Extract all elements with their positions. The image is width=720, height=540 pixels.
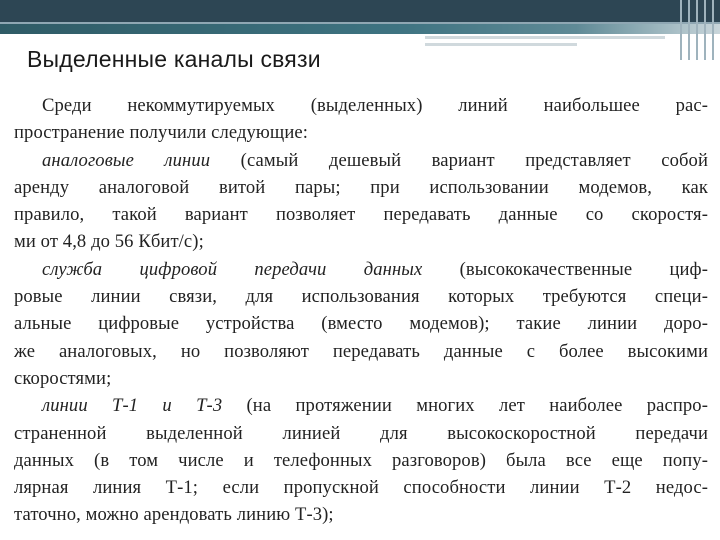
header-teal-band bbox=[0, 24, 720, 34]
body-line: страненной выделенной линией для высокоскоростной передачи bbox=[14, 422, 708, 444]
body-line: (на протяжении многих лет наиболее распро- bbox=[222, 395, 708, 417]
slide-header-bar bbox=[0, 0, 720, 26]
body-line: же аналоговых, но позволяют передавать данные с более высокими bbox=[14, 340, 708, 362]
body-line: (высококачественные циф- bbox=[422, 258, 708, 280]
body-line: таточно, можно арендовать линию Т-3); bbox=[14, 504, 334, 526]
body-line: ми от 4,8 до 56 Кбит/с); bbox=[14, 231, 204, 253]
body-line: ровые линии связи, для использования которых требуются специ- bbox=[14, 286, 708, 308]
body-line: данных (в том числе и телефонных разговоров) была все еще попу- bbox=[14, 449, 708, 471]
list-item-digital-service bbox=[14, 256, 708, 283]
body-line: альные цифровые устройства (вместо модемов); такие линии доро- bbox=[14, 313, 708, 335]
slide-body bbox=[14, 92, 708, 529]
body-line: пространение получили следующие: bbox=[14, 122, 308, 144]
list-item-t1-t3-lines bbox=[14, 392, 708, 419]
header-dark-band bbox=[0, 0, 720, 22]
title-decoration-line-short bbox=[425, 43, 577, 46]
term-t1-t3-lines: линии Т-1 и Т-3 bbox=[42, 395, 223, 417]
body-line: правило, такой вариант позволяет передавать данные со скоростя- bbox=[14, 204, 708, 226]
title-decoration-line bbox=[425, 36, 665, 39]
body-line: лярная линия Т-1; если пропускной способности линии Т-2 недос- bbox=[14, 477, 708, 499]
body-line: Среди некоммутируемых (выделенных) линий наибольшее рас- bbox=[42, 95, 708, 116]
body-line: скоростями; bbox=[14, 367, 112, 389]
term-digital-service: служба цифровой передачи данных bbox=[42, 258, 423, 280]
body-line: (самый дешевый вариант представляет собой bbox=[210, 149, 708, 171]
slide-title: Выделенные каналы связи bbox=[27, 46, 321, 72]
term-analog-lines: аналоговые линии bbox=[42, 149, 211, 171]
body-line: аренду аналоговой витой пары; при использовании модемов, как bbox=[14, 176, 708, 198]
list-item-analog-lines bbox=[14, 147, 708, 174]
header-stripes-decoration bbox=[676, 0, 720, 60]
